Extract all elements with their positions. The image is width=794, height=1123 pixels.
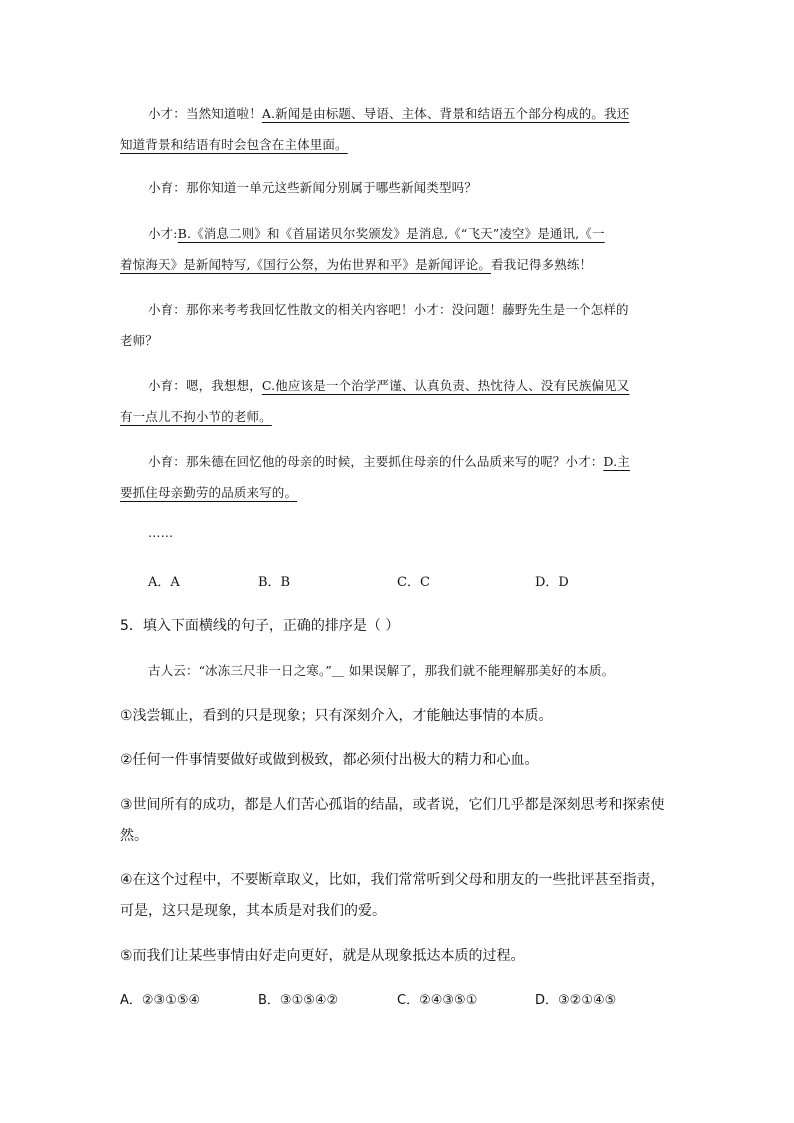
sentence-2: ②任何一件事情要做好或做到极致，都必须付出极大的精力和心血。 (120, 752, 539, 768)
dialogue-text: 小育：那你来考考我回忆性散文的相关内容吧！小才：没问题！藤野先生是一个怎样的 (148, 302, 629, 317)
dialogue-line (120, 255, 592, 273)
sentence-4: ④在这个过程中，不要断章取义，比如，我们常常听到父母和朋友的一些批评甚至指责， (120, 872, 665, 888)
option-d-statement: D.主 (603, 454, 630, 469)
option-b-statement: B.《消息二则》和《首届诺贝尔奖颁发》是消息,《“飞天”凌空》是通讯,《一 (177, 226, 605, 241)
sentence-5: ⑤而我们让某些事情由好走向更好，就是从现象抵达本质的过程。 (120, 948, 525, 964)
sentence-4-cont: 可是，这只是现象，其本质是对我们的爱。 (120, 903, 386, 919)
dialogue-line (148, 300, 629, 318)
option-a-statement: 知道背景和结语有时会包含在主体里面。 (120, 137, 348, 152)
option-c-statement: 有一点儿不拘小节的老师。 (120, 409, 272, 424)
dialogue-line (148, 104, 629, 122)
q5-option-a: A．②③①⑤④ (120, 993, 201, 1008)
dialogue-line (120, 331, 158, 349)
question-5-stem: 5．填入下面横线的句子，正确的排序是（ ） (120, 618, 400, 634)
q4-option-a: A．A (148, 575, 180, 590)
ellipsis: …… (148, 525, 174, 540)
dialogue-text: 小才：当然知道啦！ (148, 106, 262, 121)
q5-option-c: C．②④③⑤① (397, 993, 478, 1008)
dialogue-line (148, 178, 477, 196)
dialogue-text: 看我记得多熟练！ (490, 257, 593, 272)
dialogue-line (148, 376, 629, 394)
sentence-3: ③世间所有的成功，都是人们苦心孤诣的结晶，或者说，它们几乎都是深刻思考和探索使 (120, 797, 665, 813)
question-5-quote: 古人云：“冰冻三尺非一日之寒。”＿ 如果误解了，那我们就不能理解那美好的本质。 (148, 663, 615, 678)
dialogue-text: 小育：嗯，我想想， (148, 378, 262, 393)
option-c-statement: C.他应该是一个治学严谨、认真负责、热忱待人、没有民族偏见又 (261, 378, 630, 393)
dialogue-line (120, 483, 297, 501)
q4-option-b: B．B (258, 575, 291, 590)
dialogue-text: 小育：那朱德在回忆他的母亲的时候，主要抓住母亲的什么品质来写的呢？小才： (148, 454, 604, 469)
q5-option-d: D．③②①④⑤ (535, 993, 617, 1008)
sentence-1: ①浅尝辄止，看到的只是现象；只有深刻介入，才能触达事情的本质。 (120, 708, 553, 724)
dialogue-line (148, 224, 605, 242)
option-b-statement: 着惊海天》是新闻特写,《国行公祭，为佑世界和平》是新闻评论。 (120, 257, 491, 272)
dialogue-line (148, 452, 630, 470)
q4-option-c: C．C (397, 575, 430, 590)
option-d-statement: 要抓住母亲勤劳的品质来写的。 (120, 485, 298, 500)
dialogue-text: 小育：那你知道一单元这些新闻分别属于哪些新闻类型吗？ (148, 180, 477, 195)
q5-option-b: B．③①⑤④② (258, 993, 339, 1008)
sentence-3-cont: 然。 (120, 828, 148, 844)
dialogue-line (120, 407, 272, 425)
dialogue-text: 小才: (148, 226, 178, 241)
dialogue-text: 老师？ (120, 333, 158, 348)
dialogue-line (120, 135, 348, 153)
option-a-statement: A.新闻是由标题、导语、主体、背景和结语五个部分构成的。我还 (261, 106, 630, 121)
q4-option-d: D．D (535, 575, 569, 590)
